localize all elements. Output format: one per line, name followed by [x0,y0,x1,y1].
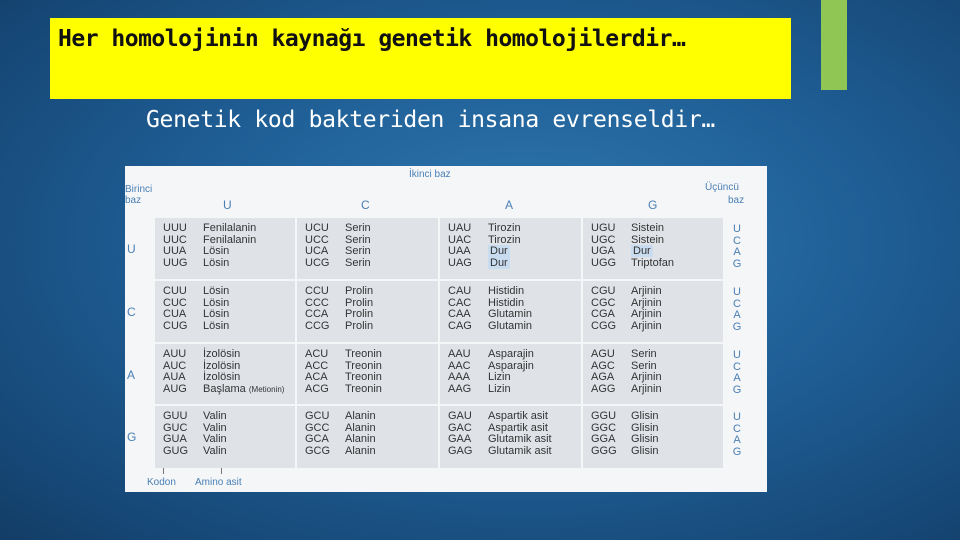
codon-entry [448,258,581,270]
codon-cell [155,218,295,279]
amino-acid-label: Asparajin [488,359,534,372]
amino-acid-label: Sistein [631,222,665,234]
codon-label: UCU [305,222,329,234]
column-header-u: U [223,198,232,212]
codon-label: GUU [163,410,188,422]
amino-acid-label: Valin [203,421,227,434]
amino-acid-label: Glutamik asit [488,433,552,446]
column-header-a: A [505,198,514,212]
codon-cell [583,218,723,279]
codon-label: CGU [591,285,616,297]
amino-acid-label: Valin [203,410,227,422]
codon-label: CGG [591,319,617,332]
codon-label: CUC [163,296,187,309]
amino-acid-label: Alanin [345,433,376,446]
amino-acid-label: Valin [203,433,227,446]
codon-label: CUG [163,319,188,332]
third-base-letter: U [733,349,741,361]
amino-acid-label: Glisin [631,421,659,434]
codon-entry [305,223,438,235]
codon-label: GAA [448,433,472,446]
codon-entry [448,446,581,458]
codon-label: UCA [305,245,329,258]
codon-cell [440,344,581,404]
amino-acid-label: Serin [345,245,371,258]
codon-label: UUC [163,233,187,246]
codon-label: UAC [448,233,472,246]
amino-acid-label: Dur [490,245,508,258]
amino-acid-label: Arjinin [631,319,662,332]
codon-label: UCG [305,256,330,269]
codon-label: AGC [591,359,615,372]
codon-label: ACC [305,359,329,372]
codon-cell [440,218,581,279]
amino-acid-label: Dur [633,245,651,258]
amino-acid-label: Serin [345,222,371,234]
codon-entry [163,446,295,458]
amino-acid-label: Arjinin [631,308,662,321]
codon-entry [163,321,295,333]
codon-entry [163,411,295,423]
amino-acid-label: Prolin [345,296,374,309]
codon-entry [591,258,723,270]
amino-acid-label: Arjinin [631,371,662,384]
amino-acid-label: Histidin [488,285,525,297]
genetic-code-table [125,166,767,492]
first-base-label: Birinci [125,184,153,195]
amino-acid-label: Lösin [203,285,230,297]
codon-entry [305,384,438,396]
codon-entry [591,446,723,458]
codon-cell [297,406,438,468]
codon-label: GAU [448,410,472,422]
codon-label: ACU [305,348,329,360]
codon-label: UGC [591,233,616,246]
codon-label: CAG [448,319,472,332]
codon-label: CCG [305,319,330,332]
codon-label: GGU [591,410,617,422]
amino-acid-label: Lizin [488,382,511,395]
codon-cell [297,281,438,342]
codon-label: CAA [448,308,471,321]
codon-entry [591,349,723,361]
amino-acid-label: Serin [631,359,657,372]
codon-label: ACA [305,371,328,384]
codon-label: UAG [448,256,472,269]
third-base-label-2: baz [728,195,745,206]
codon-label: AAU [448,348,471,360]
codon-label: AGU [591,348,615,360]
codon-label: UAA [448,245,471,258]
row-header-a: A [127,368,136,382]
slide-title: Her homolojinin kaynağı genetik homolojilerdir… [58,26,686,52]
amino-acid-label: Alanin [345,410,376,422]
amino-acid-label: Histidin [488,296,525,309]
codon-label: AGA [591,371,615,384]
codon-cell [440,406,581,468]
third-base-letter: C [733,234,741,247]
codon-label: CAU [448,285,472,297]
codon-cell [583,281,723,342]
third-base-letters [731,224,743,270]
amino-acid-label: Prolin [345,319,374,332]
codon-entry [448,321,581,333]
codon-entry [305,321,438,333]
codon-label: AUU [163,348,187,360]
amino-acid-label: Prolin [345,308,374,321]
amino-acid-label: Tirozin [488,233,521,246]
third-base-letter: A [733,309,741,321]
footer-amino-label: Amino asit [195,477,242,488]
codon-cell [297,344,438,404]
codon-entry [591,384,723,396]
title-box [50,18,791,99]
third-base-letter: G [732,445,742,458]
amino-acid-label: Treonin [345,382,382,395]
third-base-label: Üçüncü [705,182,739,193]
third-base-letters [731,412,743,458]
third-base-letter: U [733,286,741,298]
amino-acid-label: Fenilalanin [203,222,257,234]
codon-cell [583,406,723,468]
amino-acid-label: Glutamik asit [488,444,552,457]
codon-entry [448,384,581,396]
codon-entry [163,258,295,270]
third-base-letter: C [733,422,741,435]
accent-bar [821,0,847,90]
amino-acid-label: Sistein [631,233,665,246]
row-header-u: U [127,242,136,256]
codon-label: ACG [305,382,329,395]
codon-label: GGG [591,444,617,457]
column-header-c: C [361,198,370,212]
codon-label: GCC [305,421,330,434]
codon-label: GGA [591,433,616,446]
amino-acid-label: Treonin [345,348,382,360]
codon-label: GCA [305,433,329,446]
codon-cell [155,281,295,342]
amino-acid-label: Başlama [203,382,246,395]
amino-acid-note: (Metionin) [248,384,285,394]
codon-entry [305,446,438,458]
amino-acid-label: Triptofan [631,256,675,269]
codon-label: UUA [163,245,187,258]
codon-label: UUU [163,222,187,234]
third-base-letter: C [733,297,741,310]
amino-acid-label: Serin [345,233,371,246]
third-base-letter: A [733,246,741,258]
codon-label: GUA [163,433,187,446]
codon-label: UCC [305,233,329,246]
amino-acid-label: Serin [631,348,657,360]
amino-acid-label: İzolösin [203,359,241,372]
codon-label: AUA [163,371,186,384]
third-base-letter: G [732,383,742,396]
amino-acid-label: Arjinin [631,296,662,309]
amino-acid-label: Alanin [345,421,376,434]
codon-label: GUC [163,421,188,434]
amino-acid-label: Lösin [203,256,230,269]
codon-label: AUC [163,359,187,372]
amino-acid-label: Aspartik asit [488,421,548,434]
codon-label: GGC [591,421,617,434]
amino-acid-label: Aspartik asit [488,410,548,422]
codon-label: AGG [591,382,616,395]
amino-acid-label: Glutamin [488,308,533,321]
amino-acid-label: Valin [203,444,227,457]
codon-label: AAA [448,371,471,384]
amino-acid-label: Lösin [203,296,230,309]
codon-label: UGA [591,245,615,258]
codon-cell [297,218,438,279]
row-header-g: G [127,430,137,444]
slide-subtitle: Genetik kod bakteriden insana evrenseldir… [146,107,715,133]
amino-acid-label: İzolösin [203,371,241,384]
row-header-c: C [127,305,136,319]
amino-acid-label: Arjinin [631,285,662,297]
amino-acid-label: Lizin [488,371,511,384]
footer-codon-label: Kodon [147,477,176,488]
third-base-letter: A [733,434,741,446]
third-base-letter: G [732,320,742,333]
codon-label: CCC [305,296,329,309]
codon-label: CCU [305,285,329,297]
amino-acid-label: İzolösin [203,348,241,360]
codon-label: GCG [305,444,331,457]
codon-label: CAC [448,296,472,309]
codon-cell [583,344,723,404]
codon-label: GAG [448,444,473,457]
amino-acid-label: Alanin [345,444,376,457]
third-base-letter: U [733,223,741,235]
third-base-letter: A [733,372,741,384]
amino-acid-label: Serin [345,256,371,269]
third-base-letters [731,350,743,396]
amino-acid-label: Arjinin [631,382,662,395]
amino-acid-label: Treonin [345,371,382,384]
codon-label: UGU [591,222,616,234]
amino-acid-label: Treonin [345,359,382,372]
codon-label: CGA [591,308,615,321]
third-base-letter: U [733,411,741,423]
column-header-g: G [648,198,658,212]
codon-label: UAU [448,222,472,234]
codon-cell [155,344,295,404]
codon-entry [163,384,295,396]
codon-label: UGG [591,256,617,269]
codon-label: CUU [163,285,187,297]
amino-acid-label: Glisin [631,410,659,422]
codon-label: CGC [591,296,616,309]
third-base-letters [731,287,743,333]
codon-label: UUG [163,256,188,269]
amino-acid-label: Glisin [631,444,659,457]
amino-acid-label: Prolin [345,285,374,297]
amino-acid-label: Lösin [203,308,230,321]
third-base-letter: C [733,360,741,373]
second-base-label: İkinci baz [409,169,451,180]
amino-acid-label: Glisin [631,433,659,446]
amino-acid-label: Dur [490,256,508,269]
amino-acid-label: Tirozin [488,222,521,234]
amino-acid-label: Asparajin [488,348,534,360]
codon-label: CUA [163,308,187,321]
codon-label: CCA [305,308,329,321]
codon-label: GCU [305,410,330,422]
codon-label: AUG [163,382,187,395]
codon-cell [440,281,581,342]
codon-cell [155,406,295,468]
codon-entry [591,321,723,333]
amino-acid-label: Fenilalanin [203,233,257,246]
codon-label: GUG [163,444,189,457]
amino-acid-label: Lösin [203,319,230,332]
first-base-label-2: baz [125,195,142,206]
third-base-letter: G [732,257,742,270]
amino-acid-label: Glutamin [488,319,533,332]
amino-acid-label: Lösin [203,245,230,258]
codon-label: AAG [448,382,472,395]
codon-entry [305,258,438,270]
codon-label: GAC [448,421,472,434]
codon-label: AAC [448,359,471,372]
